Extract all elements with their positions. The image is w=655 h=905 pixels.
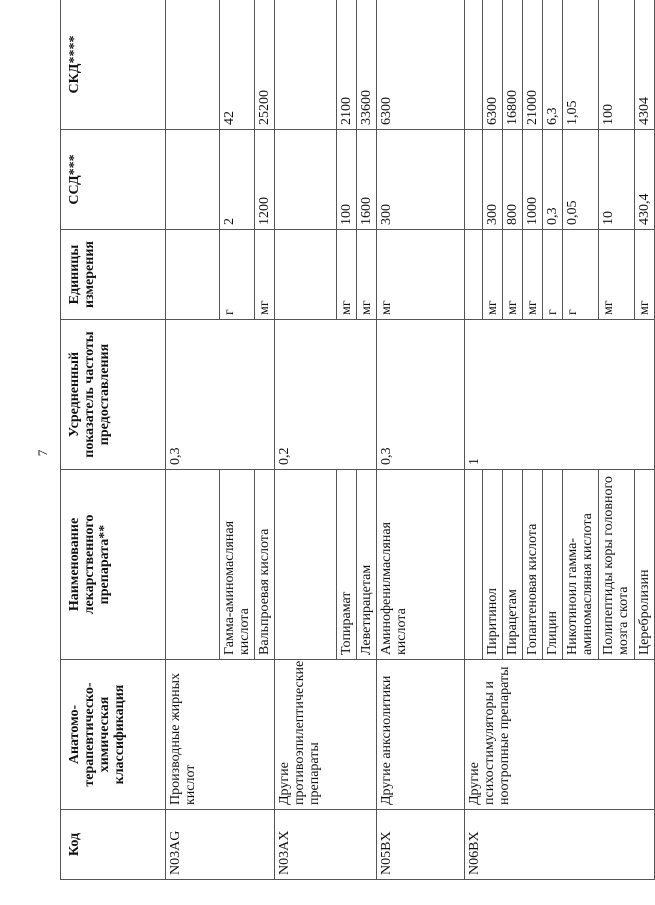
header-frequency: Усредненный показатель частоты предоставления <box>61 320 166 470</box>
group-code: N06BX <box>465 810 655 880</box>
unit-cell: г <box>543 230 563 320</box>
drug-name: Леветирацетам <box>357 470 377 660</box>
ssd-cell: 300 <box>483 130 503 230</box>
skd-cell: 33600 <box>357 0 377 130</box>
group-atc: Производные жирных кислот <box>166 660 275 810</box>
medication-table <box>60 0 655 880</box>
group-frequency: 0,3 <box>166 320 275 470</box>
group-atc: Другие противоэпилептические препараты <box>275 660 377 810</box>
group-code: N03AG <box>166 810 275 880</box>
skd-cell: 42 <box>220 0 255 130</box>
skd-cell: 6,3 <box>543 0 563 130</box>
drug-name: Гопантеновая кислота <box>523 470 543 660</box>
unit-cell: мг <box>523 230 543 320</box>
group-code: N05BX <box>377 810 465 880</box>
skd-cell: 6300 <box>483 0 503 130</box>
unit-cell: г <box>563 230 599 320</box>
ssd-cell: 0,05 <box>563 130 599 230</box>
skd-cell: 6300 <box>377 0 465 130</box>
table-row <box>377 0 465 880</box>
header-unit: Единицы измерения <box>61 230 166 320</box>
skd-cell: 2100 <box>337 0 357 130</box>
ssd-cell: 1200 <box>255 130 275 230</box>
unit-cell: мг <box>503 230 523 320</box>
ssd-cell: 0,3 <box>543 130 563 230</box>
header-code: Код <box>61 810 166 880</box>
unit-cell: г <box>220 230 255 320</box>
skd-cell: 16800 <box>503 0 523 130</box>
drug-name: Пирацетам <box>503 470 523 660</box>
unit-cell: мг <box>337 230 357 320</box>
group-frequency: 0,2 <box>275 320 377 470</box>
ssd-cell: 430,4 <box>635 130 655 230</box>
drug-name: Вальпроевая кислота <box>255 470 275 660</box>
drug-name: Аминофенилмасляная кислота <box>377 470 465 660</box>
ssd-cell: 300 <box>377 130 465 230</box>
table-row <box>465 0 483 880</box>
drug-name: Церебролизин <box>635 470 655 660</box>
group-frequency: 0,3 <box>377 320 465 470</box>
rotated-page <box>60 0 652 880</box>
unit-cell: мг <box>483 230 503 320</box>
skd-cell: 25200 <box>255 0 275 130</box>
table-row <box>166 0 220 880</box>
drug-name <box>166 470 220 660</box>
drug-name: Гамма-аминомасляная кислота <box>220 470 255 660</box>
skd-cell: 21000 <box>523 0 543 130</box>
drug-name: Топирамат <box>337 470 357 660</box>
group-code: N03AX <box>275 810 377 880</box>
ssd-cell: 800 <box>503 130 523 230</box>
header-ssd: ССД*** <box>61 130 166 230</box>
group-atc: Другие анксиолитики <box>377 660 465 810</box>
page-number: 7 <box>35 449 50 457</box>
unit-cell: мг <box>255 230 275 320</box>
ssd-cell: 10 <box>599 130 635 230</box>
group-atc: Другие психостимуляторы и ноотропные препараты <box>465 660 655 810</box>
skd-cell: 1,05 <box>563 0 599 130</box>
header-drug: Наименование лекарственного препарата** <box>61 470 166 660</box>
ssd-cell: 1000 <box>523 130 543 230</box>
ssd-cell: 1600 <box>357 130 377 230</box>
ssd-cell: 100 <box>337 130 357 230</box>
skd-cell: 100 <box>599 0 635 130</box>
drug-name: Никотиноил гамма-аминомасляная кислота <box>563 470 599 660</box>
table-row <box>275 0 337 880</box>
header-skd: СКД**** <box>61 0 166 130</box>
header-row <box>61 0 166 880</box>
skd-cell: 4304 <box>635 0 655 130</box>
unit-cell: мг <box>357 230 377 320</box>
unit-cell: мг <box>599 230 635 320</box>
unit-cell: мг <box>377 230 465 320</box>
ssd-cell: 2 <box>220 130 255 230</box>
drug-name: Полипептиды коры головного мозга скота <box>599 470 635 660</box>
header-atc: Анатомо-терапевтическо-химическая классификация <box>61 660 166 810</box>
drug-name: Пиритинол <box>483 470 503 660</box>
drug-name: Глицин <box>543 470 563 660</box>
unit-cell: мг <box>635 230 655 320</box>
group-frequency: 1 <box>465 320 655 470</box>
